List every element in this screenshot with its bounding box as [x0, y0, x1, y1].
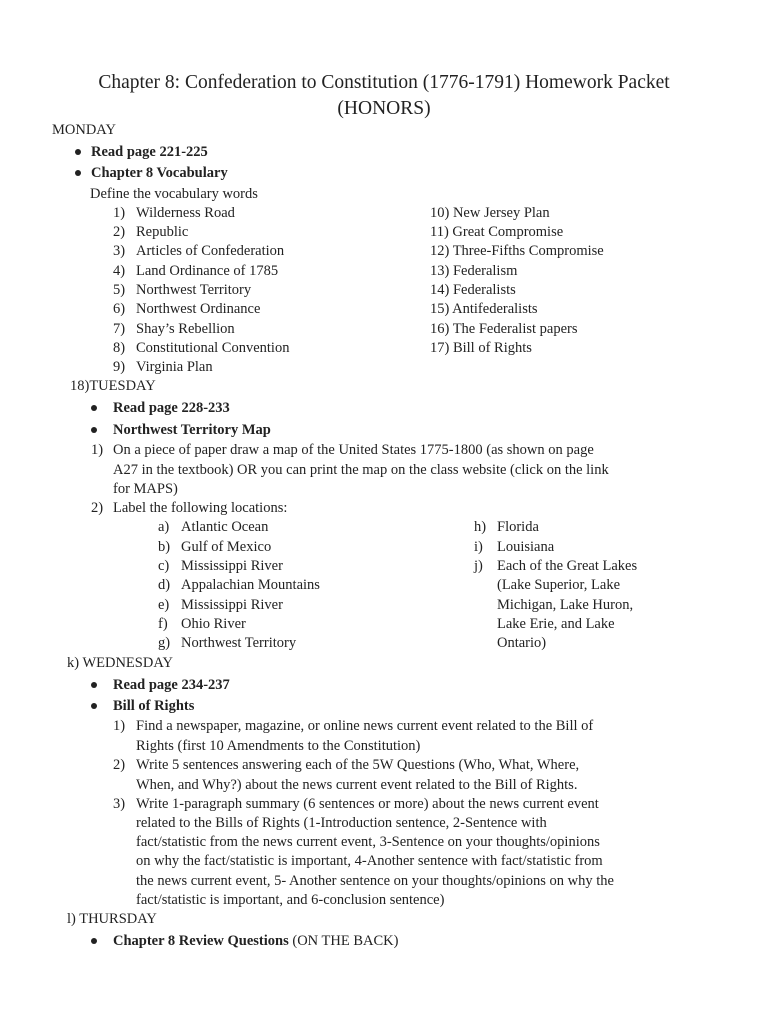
- map-step-text: A27 in the textbook) OR you can print the map on the class website (click on the link: [113, 462, 609, 478]
- vocab-item: 4) Land Ordinance of 1785: [113, 263, 279, 279]
- task-number: 1): [113, 718, 126, 734]
- location-item: e) Mississippi River: [158, 597, 283, 613]
- map-step-text: Label the following locations:: [113, 500, 288, 516]
- location-item: d) Appalachian Mountains: [158, 577, 320, 593]
- wednesday-reading-assignment: Read page 234-237: [113, 677, 230, 693]
- bullet-icon: [75, 149, 81, 155]
- vocab-item: 2) Republic: [113, 224, 189, 240]
- task-text: fact/statistic is important, and 6-conclusion sentence): [136, 892, 445, 908]
- bullet-icon: [91, 938, 97, 944]
- location-item-continuation: Ontario): [497, 635, 547, 651]
- vocab-item: 9) Virginia Plan: [113, 359, 213, 375]
- vocab-item: 3) Articles of Confederation: [113, 243, 285, 259]
- location-item: g) Northwest Territory: [158, 635, 297, 651]
- vocab-item: 5) Northwest Territory: [113, 282, 252, 298]
- vocab-item: 8) Constitutional Convention: [113, 340, 290, 356]
- bullet-icon: [75, 170, 81, 176]
- tuesday-reading-assignment: Read page 228-233: [113, 400, 230, 416]
- monday-heading: MONDAY: [52, 122, 116, 138]
- task-text: Write 5 sentences answering each of the 5W Questions (Who, What, Where,: [136, 757, 580, 773]
- page-title-line-1: Chapter 8: Confederation to Constitution (1776-1791) Homework Packet: [98, 72, 670, 93]
- task-text: Rights (first 10 Amendments to the Constitution): [136, 738, 421, 754]
- map-step-number: 2): [91, 500, 104, 516]
- vocab-item: 17) Bill of Rights: [430, 340, 532, 356]
- location-item: j) Each of the Great Lakes: [474, 558, 638, 574]
- thursday-heading: l) THURSDAY: [67, 911, 157, 927]
- bullet-icon: [91, 703, 97, 709]
- task-text: Write 1-paragraph summary (6 sentences or more) about the news current event: [136, 796, 599, 812]
- location-item: c) Mississippi River: [158, 558, 283, 574]
- task-number: 3): [113, 796, 126, 812]
- location-item-continuation: (Lake Superior, Lake: [497, 577, 621, 593]
- vocabulary-heading: Chapter 8 Vocabulary: [91, 165, 228, 181]
- location-item-continuation: Lake Erie, and Lake: [497, 616, 615, 632]
- task-text: related to the Bills of Rights (1-Introduction sentence, 2-Sentence with: [136, 815, 547, 831]
- bullet-icon: [91, 682, 97, 688]
- vocab-item: 1) Wilderness Road: [113, 205, 235, 221]
- vocab-item: 11) Great Compromise: [430, 224, 564, 240]
- vocab-item: 14) Federalists: [430, 282, 516, 298]
- map-heading: Northwest Territory Map: [113, 422, 271, 438]
- vocab-item: 13) Federalism: [430, 263, 518, 279]
- location-item: i) Louisiana: [474, 539, 555, 555]
- page-title-line-2: (HONORS): [337, 98, 431, 119]
- task-text: Find a newspaper, magazine, or online news current event related to the Bill of: [136, 718, 594, 734]
- monday-reading-assignment: Read page 221-225: [91, 144, 208, 160]
- location-item: h) Florida: [474, 519, 539, 535]
- location-item: f) Ohio River: [158, 616, 246, 632]
- vocab-item: 15) Antifederalists: [430, 301, 538, 317]
- bullet-icon: [91, 427, 97, 433]
- location-item: a) Atlantic Ocean: [158, 519, 269, 535]
- vocabulary-instruction: Define the vocabulary words: [90, 186, 258, 202]
- bullet-icon: [91, 405, 97, 411]
- location-item: b) Gulf of Mexico: [158, 539, 272, 555]
- vocab-item: 10) New Jersey Plan: [430, 205, 550, 221]
- bill-of-rights-heading: Bill of Rights: [113, 698, 195, 714]
- map-step-number: 1): [91, 442, 104, 458]
- task-text: fact/statistic from the news current event, 3-Sentence on your thoughts/opinions: [136, 834, 600, 850]
- task-text: When, and Why?) about the news current event related to the Bill of Rights.: [136, 777, 578, 793]
- vocab-item: 7) Shay’s Rebellion: [113, 321, 235, 337]
- vocab-item: 12) Three-Fifths Compromise: [430, 243, 604, 259]
- wednesday-heading: k) WEDNESDAY: [67, 655, 173, 671]
- map-step-text: On a piece of paper draw a map of the United States 1775-1800 (as shown on page: [113, 442, 594, 458]
- task-text: on why the fact/statistic is important, 4-Another sentence with fact/statistic from: [136, 853, 603, 869]
- task-text: the news current event, 5- Another sentence on your thoughts/opinions on why the: [136, 873, 614, 889]
- vocab-item: 6) Northwest Ordinance: [113, 301, 261, 317]
- task-number: 2): [113, 757, 126, 773]
- map-step-text: for MAPS): [113, 481, 178, 497]
- tuesday-heading: 18)TUESDAY: [70, 378, 156, 394]
- location-item-continuation: Michigan, Lake Huron,: [497, 597, 634, 613]
- vocab-item: 16) The Federalist papers: [430, 321, 578, 337]
- review-questions-assignment: Chapter 8 Review Questions (ON THE BACK): [113, 933, 399, 949]
